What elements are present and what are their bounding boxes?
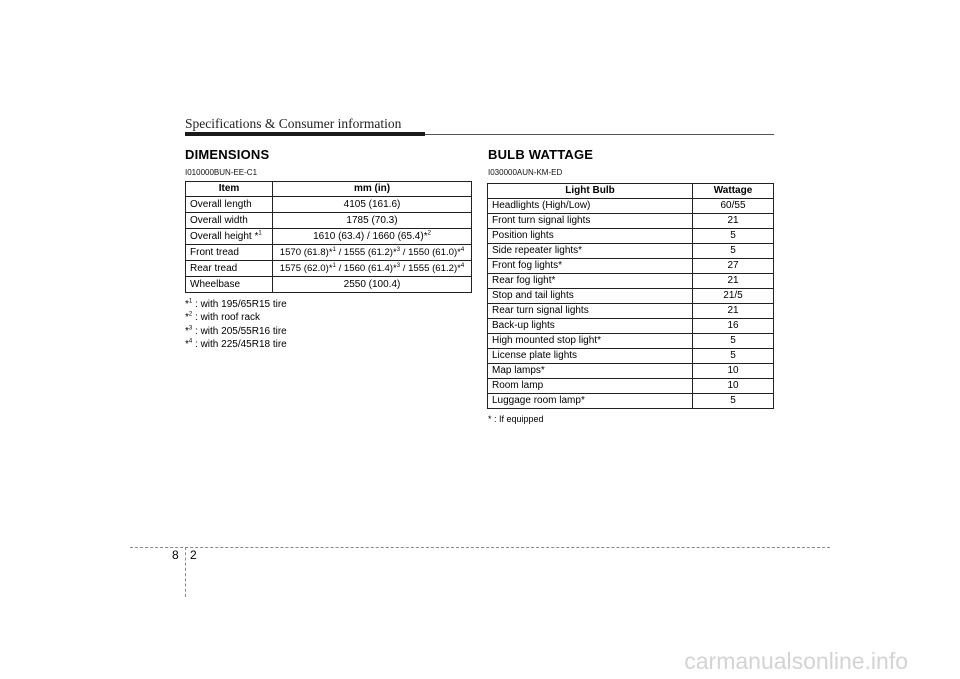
page-number-section: 8 xyxy=(172,548,179,562)
bulb-wattage: 21 xyxy=(693,214,774,229)
bulb-name: License plate lights xyxy=(488,349,693,364)
dimension-value xyxy=(273,261,472,277)
note-mark: * xyxy=(185,312,189,324)
dimensions-title: DIMENSIONS xyxy=(185,147,270,162)
value-part: / 1560 (61.4)* xyxy=(335,263,397,274)
dimension-value-text: 1610 (63.4) / 1660 (65.4)* xyxy=(313,231,428,242)
bulb-name: Luggage room lamp* xyxy=(488,394,693,409)
bulb-header-row xyxy=(488,184,774,199)
header-bar-thick xyxy=(185,132,425,136)
dimension-item: Overall width xyxy=(186,213,273,229)
bulb-wattage: 21/5 xyxy=(693,289,774,304)
table-row xyxy=(488,214,774,229)
bulb-wattage: 5 xyxy=(693,349,774,364)
table-row xyxy=(186,277,472,293)
value-part: 1570 (61.8)* xyxy=(279,247,333,258)
bulb-name: High mounted stop light* xyxy=(488,334,693,349)
note-mark: * xyxy=(185,299,189,310)
bulb-note: * : If equipped xyxy=(488,414,544,424)
table-row xyxy=(488,199,774,214)
footnote-mark: 1 xyxy=(332,246,336,253)
bulb-wattage: 27 xyxy=(693,259,774,274)
bulb-title: BULB WATTAGE xyxy=(488,147,594,162)
bulb-table xyxy=(487,183,774,409)
dimension-value: 4105 (161.6) xyxy=(273,197,472,213)
table-row xyxy=(488,244,774,259)
bulb-wattage: 16 xyxy=(693,319,774,334)
bulb-name: Side repeater lights* xyxy=(488,244,693,259)
table-row xyxy=(488,319,774,334)
dimensions-code: I010000BUN-EE-C1 xyxy=(185,168,258,177)
dimension-item: Front tread xyxy=(186,245,273,261)
value-part: / 1550 (61.0)* xyxy=(400,247,461,258)
table-row xyxy=(488,274,774,289)
bulb-wattage: 5 xyxy=(693,394,774,409)
dimension-item: Wheelbase xyxy=(186,277,273,293)
table-row xyxy=(488,304,774,319)
dimension-value xyxy=(273,245,472,261)
footnote-mark: 2 xyxy=(188,311,193,318)
footnote-mark: 4 xyxy=(188,338,193,345)
footer-divider xyxy=(130,547,830,548)
page-number-page: 2 xyxy=(190,548,197,562)
footnote-mark: 3 xyxy=(396,246,401,253)
note-text: : with 195/65R15 tire xyxy=(192,299,287,310)
note-item xyxy=(185,298,287,311)
dimension-item xyxy=(186,229,273,245)
note-text: : with roof rack xyxy=(192,312,261,324)
dimension-item: Rear tread xyxy=(186,261,273,277)
bulb-wattage: 21 xyxy=(693,304,774,319)
bulb-header-name: Light Bulb xyxy=(488,184,693,199)
note-item xyxy=(185,311,287,324)
note-item xyxy=(185,338,287,351)
bulb-header-wattage: Wattage xyxy=(693,184,774,199)
bulb-name: Front turn signal lights xyxy=(488,214,693,229)
dimension-value: 2550 (100.4) xyxy=(273,277,472,293)
watermark: carmanualsonline.info xyxy=(684,648,908,674)
dimension-item: Overall length xyxy=(186,197,273,213)
bulb-name: Headlights (High/Low) xyxy=(488,199,693,214)
dimensions-header-value: mm (in) xyxy=(273,182,472,197)
bulb-wattage: 5 xyxy=(693,334,774,349)
dimensions-table xyxy=(185,181,472,293)
table-row xyxy=(186,245,472,261)
note-mark: * xyxy=(185,325,189,337)
dimension-value xyxy=(273,229,472,245)
bulb-wattage: 60/55 xyxy=(693,199,774,214)
bulb-name: Rear fog light* xyxy=(488,274,693,289)
table-row xyxy=(186,261,472,277)
table-row xyxy=(488,349,774,364)
dimension-item-text: Overall height * xyxy=(190,231,259,242)
bulb-name: Map lamps* xyxy=(488,364,693,379)
bulb-wattage: 5 xyxy=(693,244,774,259)
dimensions-notes xyxy=(185,298,287,351)
footnote-mark: 4 xyxy=(460,262,465,269)
header-bar-thin xyxy=(425,134,774,135)
bulb-name: Back-up lights xyxy=(488,319,693,334)
bulb-wattage: 10 xyxy=(693,379,774,394)
table-row xyxy=(488,379,774,394)
dimension-value: 1785 (70.3) xyxy=(273,213,472,229)
footnote-mark: 1 xyxy=(332,262,336,269)
bulb-name: Rear turn signal lights xyxy=(488,304,693,319)
dimensions-header-row xyxy=(186,182,472,197)
footnote-mark: 3 xyxy=(396,262,401,269)
value-part: / 1555 (61.2)* xyxy=(400,263,461,274)
bulb-wattage: 21 xyxy=(693,274,774,289)
header-title: Specifications & Consumer information xyxy=(185,116,402,131)
table-row xyxy=(186,229,472,245)
bulb-code: I030000AUN-KM-ED xyxy=(488,168,563,177)
footnote-mark: 1 xyxy=(188,298,193,305)
table-row xyxy=(488,259,774,274)
bulb-wattage: 5 xyxy=(693,229,774,244)
footnote-mark: 1 xyxy=(258,230,262,237)
bulb-name: Front fog lights* xyxy=(488,259,693,274)
note-text: : with 225/45R18 tire xyxy=(192,338,287,350)
value-part: / 1555 (61.2)* xyxy=(335,247,397,258)
note-text: : with 205/55R16 tire xyxy=(192,325,287,337)
table-row xyxy=(488,394,774,409)
footnote-mark: 2 xyxy=(427,230,431,237)
value-part: 1575 (62.0)* xyxy=(279,263,333,274)
note-mark: * xyxy=(185,338,189,350)
footnote-mark: 4 xyxy=(460,246,465,253)
bulb-name: Room lamp xyxy=(488,379,693,394)
table-row xyxy=(488,229,774,244)
footer-vertical-divider xyxy=(185,547,186,597)
table-row xyxy=(488,289,774,304)
table-row xyxy=(488,334,774,349)
table-row xyxy=(488,364,774,379)
bulb-wattage: 10 xyxy=(693,364,774,379)
bulb-name: Position lights xyxy=(488,229,693,244)
table-row xyxy=(186,197,472,213)
dimensions-header-item: Item xyxy=(186,182,273,197)
note-item xyxy=(185,325,287,338)
bulb-name: Stop and tail lights xyxy=(488,289,693,304)
footnote-mark: 3 xyxy=(188,325,193,332)
table-row xyxy=(186,213,472,229)
